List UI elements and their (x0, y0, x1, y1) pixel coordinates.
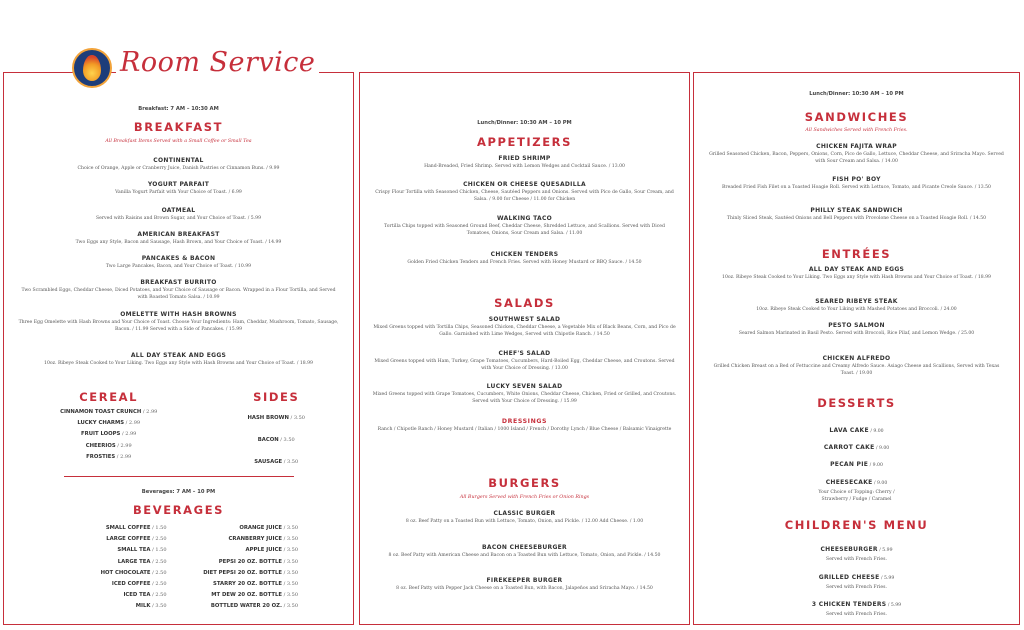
menu-item (372, 215, 677, 237)
menu-item (372, 316, 677, 338)
menu-item (372, 510, 677, 526)
appetizers-heading: APPETIZERS (476, 135, 573, 149)
menu-item (706, 207, 1007, 223)
menu-item (372, 383, 677, 405)
item-name: ALL DAY STEAK AND EGGS (808, 266, 905, 273)
list-item: MT DEW 20 OZ. BOTTLE / 3.50 (211, 592, 298, 599)
item-name: SOUTHWEST SALAD (488, 316, 561, 323)
menu-item (706, 322, 1007, 338)
menu-item (372, 155, 677, 171)
page-title: Room Service (116, 47, 319, 78)
menu-item (706, 176, 1007, 192)
list-item: CRANBERRY JUICE / 3.50 (228, 536, 298, 543)
beverages-heading: BEVERAGES (132, 503, 225, 517)
item-name: CONTINENTAL (153, 157, 204, 164)
item-desc: Tortilla Chips topped with Seasoned Ground Beef, Cheddar Cheese, Shredded Lettuce, and Scallions. Served with Diced Tomatoes, Onions, Sour Cream and Salsa. / 11.00 (384, 224, 665, 236)
item-name: CHICKEN TENDERS (490, 251, 559, 258)
dressings-heading: DRESSINGS (501, 418, 548, 425)
item-desc: Hand-Breaded, Fried Shrimp. Served with Lemon Wedges and Cocktail Sauce. / 13.00 (424, 164, 625, 169)
item-name: CHEESECAKE (825, 479, 873, 486)
item-name: PESTO SALMON (828, 322, 885, 329)
list-item: BACON / 3.50 (257, 437, 295, 443)
menu-item (706, 355, 1007, 377)
item-desc: 10oz. Ribeye Steak Cooked to Your Liking. Two Eggs any Style with Hash Browns and Your Choice of Toast. / 18.99 (44, 361, 313, 366)
item-name: BACON CHEESEBURGER (482, 544, 567, 551)
menu-item (16, 311, 341, 333)
item-desc: Two Scrambled Eggs, Cheddar Cheese, Diced Potatoes, and Your Choice of Sausage or Bacon. Wrapped in a Flour Tortilla, and Served with Roasted Tomato Salsa. / 10.99 (21, 288, 336, 300)
list-item: STARRY 20 OZ. BOTTLE / 3.50 (213, 581, 298, 588)
menu-item (372, 251, 677, 267)
item-price: / 9.00 (868, 463, 883, 468)
list-item: LARGE TEA / 2.50 (117, 558, 167, 565)
item-name: FISH PO' BOY (832, 176, 881, 183)
item-desc: Golden Fried Chicken Tenders and French Fries. Served with Honey Mustard or BBQ Sauce. / 14.50 (407, 260, 642, 265)
menu-item (16, 157, 341, 173)
item-name: CHEF'S SALAD (498, 350, 551, 357)
list-item: ICED COFFEE / 2.50 (111, 581, 167, 588)
item-desc: Two Eggs any Style, Bacon and Sausage, Hash Brown, and Your Choice of Toast. / 14.99 (75, 240, 282, 245)
item-desc: Breaded Fried Fish Filet on a Toasted Hoagie Roll. Served with Lettuce, Tomato, and Picante Creole Sauce. / 13.50 (722, 185, 991, 190)
kids-item (706, 564, 1007, 592)
sandwiches-heading: SANDWICHES (804, 110, 909, 124)
item-desc: Served with Raisins and Brown Sugar, and Your Choice of Toast. / 5.99 (95, 216, 262, 221)
item-name: 3 CHICKEN TENDERS (811, 601, 887, 608)
list-item: DIET PEPSI 20 OZ. BOTTLE / 3.50 (203, 569, 298, 576)
item-desc: 8 oz. Beef Patty with Pepper Jack Cheese on a Toasted Bun, with Bacon, Jalapeños and Sriracha Mayo. / 14.50 (396, 586, 653, 591)
divider (64, 476, 294, 477)
dressings-list: Ranch / Chipotle Ranch / Honey Mustard / Italian / 1000 Island / French / Dorothy Lynch / Blue Cheese / Balsamic Vinaigrette (377, 427, 672, 432)
beverages-list-right (179, 523, 354, 613)
list-item: FRUIT LOOPS / 2.99 (81, 431, 137, 438)
item-name: CARROT CAKE (823, 444, 875, 451)
item-name: FIREKEEPER BURGER (486, 577, 563, 584)
item-desc: Mixed Greens topped with Tortilla Chips, Seasoned Chicken, Cheddar Cheese, a Vegetable Mix of Black Beans, Corn, and Pico de Gallo. Garnished with Lime Wedges, Served with Chipotle Ranch. / 14.50 (373, 325, 676, 337)
item-name: CHICKEN ALFREDO (822, 355, 891, 362)
item-name: LUCKY SEVEN SALAD (486, 383, 563, 390)
item-desc: 10oz. Ribeye Steak Cooked to Your Liking. Two Eggs any Style with Hash Browns and Your Choice of Toast. / 18.99 (722, 275, 991, 280)
item-name: PANCAKES & BACON (141, 255, 216, 262)
menu-item (372, 544, 677, 560)
list-item: ORANGE JUICE / 3.50 (239, 525, 298, 531)
dessert-item (706, 469, 1007, 503)
item-name: WALKING TACO (496, 215, 553, 222)
childrens-menu-heading: CHILDREN'S MENU (784, 518, 929, 532)
item-name: CHEESEBURGER (820, 546, 878, 553)
dessert-item (706, 451, 1007, 470)
item-name: CHICKEN FAJITA WRAP (816, 143, 897, 150)
menu-item (16, 279, 341, 301)
item-desc: 10oz. Ribeye Steak Cooked to Your Liking with Mashed Potatoes and Broccoli. / 24.00 (756, 307, 957, 312)
item-desc: 8 oz. Beef Patty with American Cheese and Bacon on a Toasted Bun with Lettuce, Tomato, Onion, and Pickle. / 14.50 (388, 553, 661, 558)
list-item: FROSTIES / 2.99 (86, 453, 132, 460)
item-desc: Two Large Pancakes, Bacon, and Your Choice of Toast. / 10.99 (105, 264, 252, 269)
item-price: / 9.00 (872, 481, 888, 486)
item-price: / 9.00 (874, 446, 890, 451)
list-item: CHEERIOS / 2.99 (85, 442, 132, 449)
beverages-list-left (4, 523, 179, 613)
item-price: / 5.99 (877, 548, 893, 553)
list-item: LARGE COFFEE / 2.50 (106, 536, 167, 543)
list-item: HASH BROWN / 3.50 (247, 415, 305, 421)
item-desc: Grilled Seasoned Chicken, Bacon, Peppers, Onions, Corn, Pico de Gallo, Lettuce, Cheddar Cheese, and Sriracha Mayo. Served with Sour Cream and Salsa. / 14.00 (709, 152, 1004, 164)
menu-item (16, 255, 341, 271)
item-desc: Three Egg Omelette with Hash Browns and Your Choice of Toast. Choose Your Ingredients: Ham, Cheddar, Mushroom, Tomato, Sausage, Bacon. / 11.99 Served with a Side of Pancakes. / 15.99 (18, 320, 339, 332)
item-name: OMELETTE WITH HASH BROWNS (120, 311, 237, 318)
firekeeper-logo-icon (72, 48, 112, 88)
item-name: YOGURT PARFAIT (147, 181, 210, 188)
item-name: OATMEAL (161, 207, 196, 214)
menu-item (16, 207, 341, 223)
breakfast-panel (3, 72, 354, 625)
cereal-list (4, 407, 213, 463)
menu-item (372, 350, 677, 372)
breakfast-heading: BREAKFAST (133, 120, 224, 134)
list-item: PEPSI 20 OZ. BOTTLE / 3.50 (218, 558, 298, 565)
list-item: SAUSAGE / 3.50 (254, 459, 299, 465)
kids-item (706, 591, 1007, 619)
menu-item (706, 266, 1007, 282)
menu-item (16, 231, 341, 247)
item-desc: Mixed Greens topped with Grape Tomatoes, Cucumbers, White Onions, Cheddar Cheese, Chicken, Fried or Grilled, and Croutons. Served with Your Choice of Dressing. / 15.99 (372, 392, 677, 404)
dinner-hours: Lunch/Dinner: 10:30 AM – 10 PM (809, 91, 904, 97)
cereal-heading: CEREAL (79, 390, 139, 404)
item-desc: Mixed Greens topped with Ham, Turkey, Grape Tomatoes, Cucumbers, Hard-Boiled Egg, Cheddar Cheese, and Croutons. Served with Your Choice of Dressing. / 13.00 (374, 359, 675, 371)
item-desc: Served with French Fries. (826, 612, 887, 617)
item-desc: Seared Salmon Marinated in Basil Pesto. Served with Broccoli, Rice Pilaf, and Lemon Wedge. / 25.00 (738, 331, 975, 336)
kids-item (706, 536, 1007, 564)
sides-heading: SIDES (253, 390, 300, 404)
menu-item (372, 181, 677, 203)
menu-item (16, 181, 341, 197)
item-name: PHILLY STEAK SANDWICH (810, 207, 903, 214)
item-name: PECAN PIE (830, 461, 869, 468)
breakfast-hours: Breakfast: 7 AM – 10:30 AM (138, 106, 219, 112)
item-desc: 8 oz. Beef Patty on a Toasted Bun with Lettuce, Tomato, Onion, and Pickle. / 12.00 Add Cheese. / 1.00 (405, 519, 644, 524)
list-item: BOTTLED WATER 20 OZ. / 3.50 (210, 603, 298, 610)
lunch-hours: Lunch/Dinner: 10:30 AM – 10 PM (477, 120, 572, 126)
sides-list (206, 407, 346, 473)
list-item: ICED TEA / 2.50 (123, 592, 167, 599)
list-item: APPLE JUICE / 3.50 (245, 547, 298, 554)
dinner-panel (693, 72, 1020, 625)
menu-item (372, 577, 677, 593)
item-price: / 5.99 (886, 603, 902, 608)
list-item: CINNAMON TOAST CRUNCH / 2.99 (60, 409, 158, 415)
burgers-note: All Burgers Served with French Fries or Onion Rings (459, 495, 590, 500)
list-item: HOT CHOCOLATE / 2.50 (100, 569, 167, 576)
item-name: FRIED SHRIMP (498, 155, 551, 162)
list-item: MILK / 3.50 (135, 603, 167, 610)
item-desc: Served with French Fries. (826, 585, 887, 590)
item-price: / 5.99 (879, 576, 895, 581)
list-item: LUCKY CHARMS / 2.99 (77, 420, 141, 427)
dressings (372, 418, 677, 434)
sandwiches-note: All Sandwiches Served with French Fries. (805, 128, 908, 133)
item-desc: Thinly Sliced Steak, Sautéed Onions and Bell Peppers with Provolone Cheese on a Toasted Hoagie Roll. / 14.50 (726, 216, 987, 221)
item-name: CLASSIC BURGER (493, 510, 556, 517)
item-price: / 9.00 (868, 429, 884, 434)
lunch-panel (359, 72, 690, 625)
menu-item (706, 143, 1007, 165)
flame-icon (83, 55, 101, 81)
burgers-heading: BURGERS (488, 476, 561, 490)
list-item: SMALL TEA / 1.50 (117, 547, 167, 554)
menu-item (16, 352, 341, 368)
item-name: GRILLED CHEESE (818, 574, 880, 581)
item-desc: Served with French Fries. (826, 557, 887, 562)
item-desc: Choice of Orange, Apple or Cranberry Juice, Danish Pastries or Cinnamon Buns. / 9.99 (77, 166, 280, 171)
salads-heading: SALADS (494, 296, 555, 310)
desserts-heading: DESSERTS (817, 396, 896, 410)
item-desc: Grilled Chicken Breast on a Bed of Fettuccine and Creamy Alfredo Sauce. Asiago Cheese and Scallions, Served with Texas Toast. / 19.00 (713, 364, 1000, 376)
item-desc: Vanilla Yogurt Parfait with Your Choice of Toast. / 6.99 (115, 190, 242, 195)
cheesecake-toppings: Your Choice of Topping: Cherry / Strawberry / Fudge / Caramel (818, 490, 895, 502)
item-name: ALL DAY STEAK AND EGGS (130, 352, 227, 359)
entrees-heading: ENTRÉES (821, 247, 892, 261)
item-name: LAVA CAKE (829, 427, 869, 434)
item-name: SEARED RIBEYE STEAK (815, 298, 898, 305)
menu-item (706, 298, 1007, 314)
item-name: CHICKEN OR CHEESE QUESADILLA (463, 181, 586, 188)
item-name: AMERICAN BREAKFAST (137, 231, 220, 238)
item-name: BREAKFAST BURRITO (140, 279, 217, 286)
breakfast-note: All Breakfast Items Served with a Small Coffee or Small Tea (105, 139, 252, 144)
beverages-hours: Beverages: 7 AM – 10 PM (141, 489, 216, 495)
item-desc: Crispy Flour Tortilla with Seasoned Chicken, Cheese, Sautéed Peppers and Onions. Served with Pico de Gallo, Sour Cream, and Salsa. / 9.00 for Cheese / 11.00 for Chicken (375, 190, 674, 202)
list-item: SMALL COFFEE / 1.50 (105, 525, 167, 531)
